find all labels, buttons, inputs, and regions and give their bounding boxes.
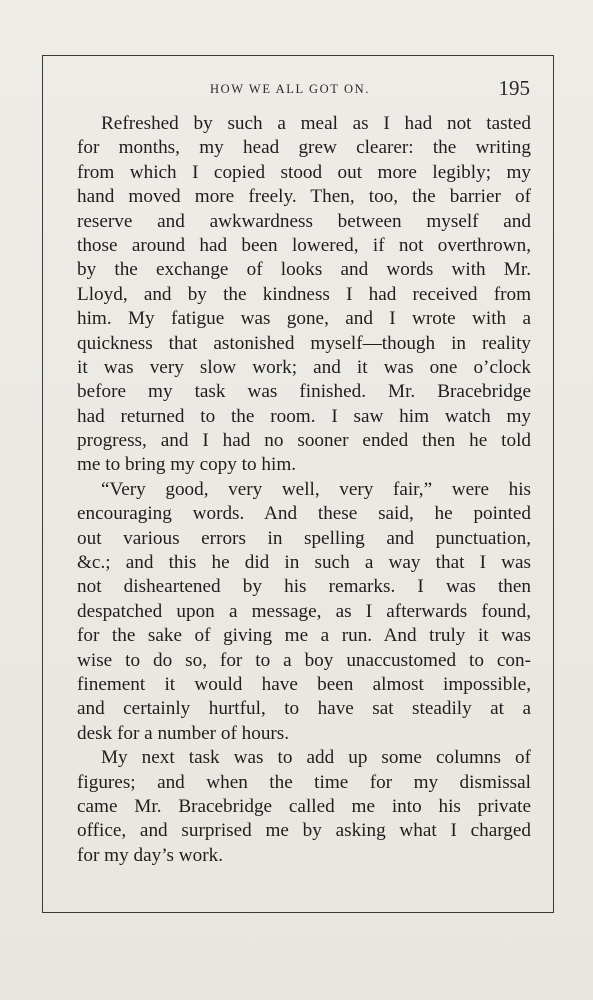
text-line: for the sake of giving me a run. And truly it was (77, 625, 531, 647)
text-line: and certainly hurtful, to have sat steadily at a (77, 698, 531, 720)
text-line: quickness that astonished myself—though in reality (77, 332, 531, 354)
paragraph-3 (77, 746, 531, 868)
text-line: for months, my head grew clearer: the writing (77, 137, 531, 159)
text-line: by the exchange of looks and words with Mr. (77, 259, 531, 281)
page-number: 195 (498, 76, 530, 100)
text-line: Refreshed by such a meal as I had not tasted (101, 113, 531, 134)
text-line: him. My fatigue was gone, and I wrote with a (77, 308, 531, 330)
running-title: HOW WE ALL GOT ON. (210, 82, 370, 96)
text-line: not disheartened by his remarks. I was then (77, 576, 531, 598)
text-line: hand moved more freely. Then, too, the barrier of (77, 186, 531, 208)
text-line: encouraging words. And these said, he pointed (77, 503, 531, 525)
text-line: &c.; and this he did in such a way that I was (77, 552, 531, 574)
text-line: me to bring my copy to him. (77, 454, 297, 476)
text-line: had returned to the room. I saw him watch my (77, 405, 531, 427)
text-line: reserve and awkwardness between myself and (77, 210, 531, 232)
text-line: progress, and I had no sooner ended then he told (77, 430, 531, 452)
text-line: for my day’s work. (77, 844, 224, 866)
text-line: despatched upon a message, as I afterwards found, (77, 600, 531, 622)
paragraph-1 (77, 112, 531, 478)
text-line: finement it would have been almost impossible, (77, 673, 531, 695)
text-line: figures; and when the time for my dismissal (77, 771, 531, 793)
body-text (77, 112, 531, 868)
text-line: from which I copied stood out more legibly; my (77, 161, 531, 183)
text-line: before my task was finished. Mr. Bracebridge (77, 381, 531, 403)
text-line: “Very good, very well, very fair,” were his (101, 478, 531, 500)
text-line: those around had been lowered, if not overthrown, (77, 234, 531, 256)
text-line: came Mr. Bracebridge called me into his private (77, 795, 531, 817)
text-line: office, and surprised me by asking what I charged (77, 820, 531, 842)
running-head (78, 74, 530, 104)
text-line: it was very slow work; and it was one o’clock (77, 356, 531, 378)
text-line: out various errors in spelling and punctuation, (77, 527, 531, 549)
paragraph-2 (77, 478, 531, 746)
text-line: My next task was to add up some columns of (101, 747, 531, 769)
text-line: desk for a number of hours. (77, 722, 290, 744)
text-line: wise to do so, for to a boy unaccustomed to con- (77, 649, 531, 671)
text-line: Lloyd, and by the kindness I had received from (77, 283, 531, 305)
